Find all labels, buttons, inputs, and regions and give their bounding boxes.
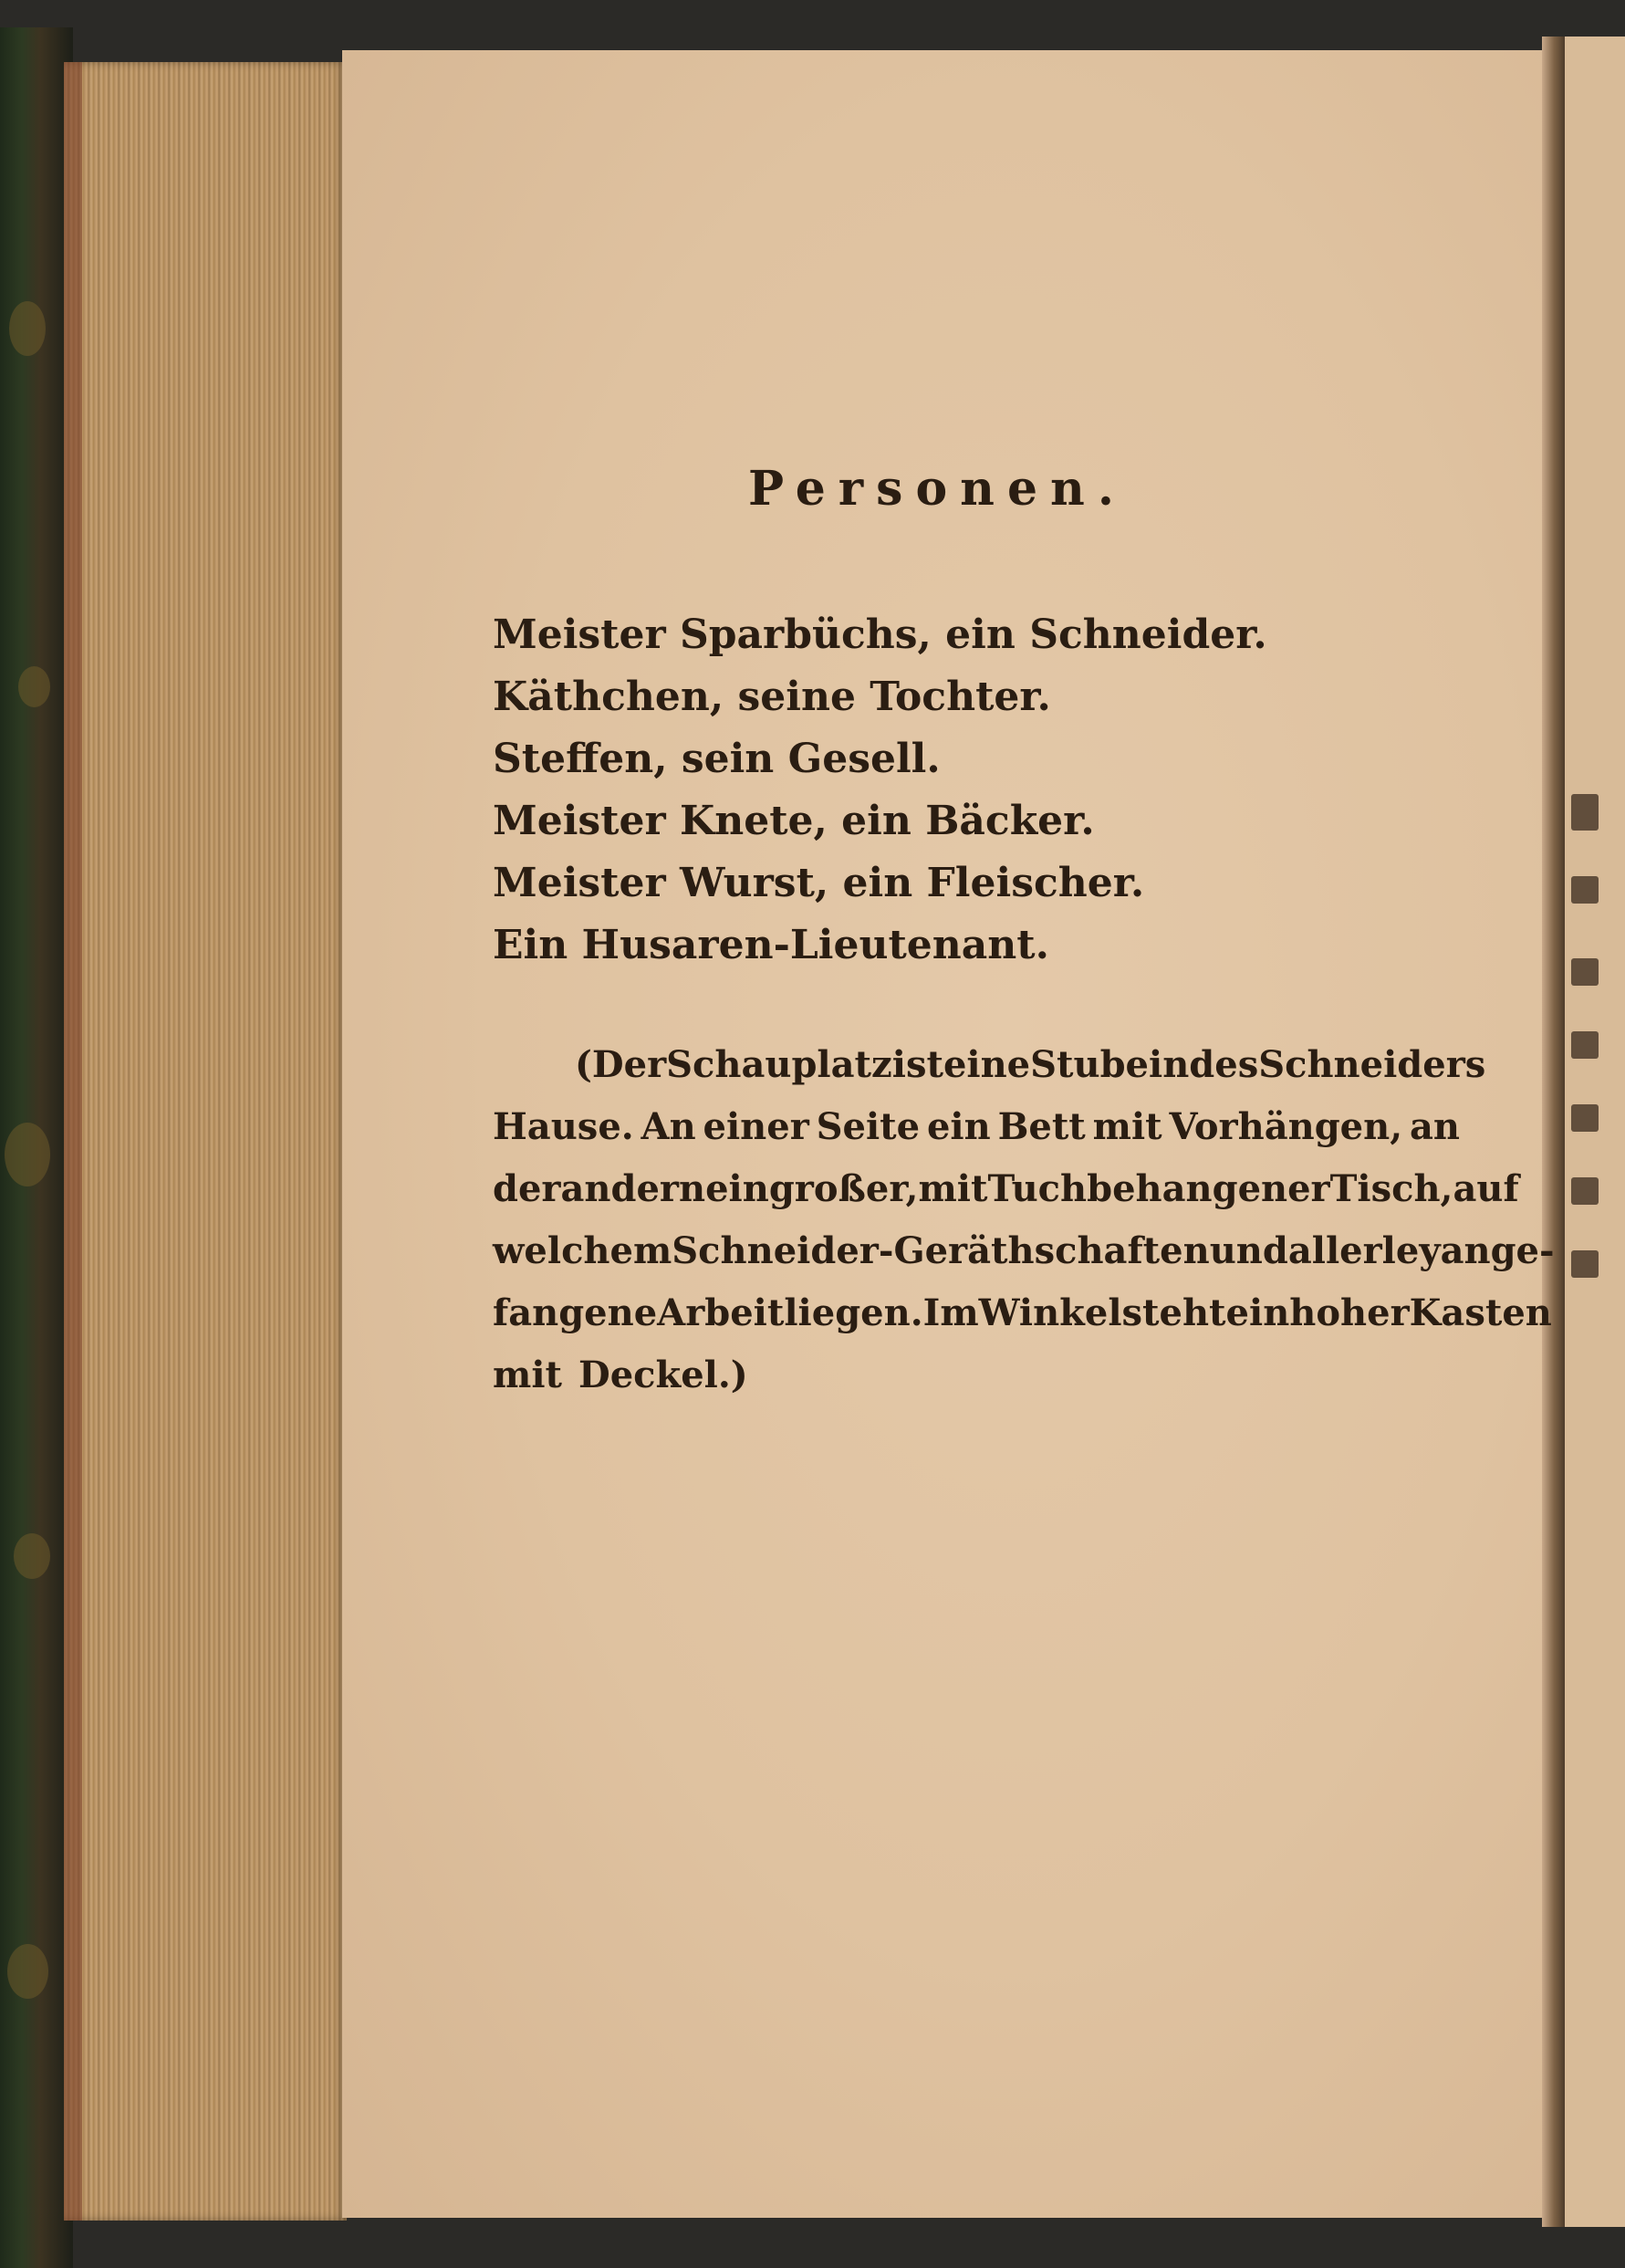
word: andern	[560, 1167, 706, 1210]
word: Deckel.)	[578, 1353, 748, 1396]
stage-direction	[493, 1034, 1555, 1406]
word: der	[493, 1167, 561, 1210]
word: mit	[918, 1167, 988, 1210]
word: ist	[891, 1043, 943, 1086]
word: eine	[943, 1043, 1031, 1086]
facing-page-glyph	[1571, 1177, 1599, 1205]
word: behangener	[1087, 1167, 1330, 1210]
word: Kasten	[1409, 1291, 1552, 1334]
word: einer	[703, 1105, 809, 1148]
word: Schneiders	[1258, 1043, 1486, 1086]
word: Vorhängen,	[1169, 1105, 1403, 1148]
word: mit	[1092, 1105, 1162, 1148]
word: Schneider-Geräthschaften	[672, 1229, 1210, 1272]
persona-line: Ein Husaren-Lieutenant.	[493, 922, 1049, 968]
word: (Der	[575, 1043, 667, 1086]
word: ein	[1225, 1291, 1290, 1334]
stage-direction-line	[493, 1282, 1552, 1344]
book-cover	[0, 27, 73, 2268]
word: welchem	[493, 1229, 672, 1272]
page-title: Personen.	[748, 461, 1127, 517]
persona-line: Meister Wurst, ein Fleischer.	[493, 860, 1145, 906]
word: Tisch,	[1329, 1167, 1453, 1210]
word: ein	[926, 1105, 991, 1148]
word: fangene	[493, 1291, 658, 1334]
stage-direction-line	[493, 1344, 1460, 1406]
word: Stube	[1030, 1043, 1150, 1086]
word: Arbeit	[657, 1291, 785, 1334]
stage-direction-line	[493, 1034, 1486, 1096]
dramatis-personae	[493, 604, 1505, 977]
word: und	[1209, 1229, 1288, 1272]
facing-page-glyph	[1571, 794, 1599, 831]
stage-direction-line	[493, 1158, 1519, 1220]
word: Bett	[997, 1105, 1086, 1148]
word: ein	[705, 1167, 769, 1210]
word: allerley	[1287, 1229, 1441, 1272]
word: Hause.	[493, 1105, 634, 1148]
facing-page-glyph	[1571, 1250, 1599, 1278]
word: mit	[493, 1353, 562, 1396]
facing-page-glyph	[1571, 876, 1599, 904]
stage-direction-line	[493, 1096, 1460, 1158]
stage-direction-line	[493, 1220, 1555, 1282]
word: großer,	[768, 1167, 919, 1210]
facing-page-glyph	[1571, 958, 1599, 986]
word: Im	[922, 1291, 979, 1334]
word: ange-	[1440, 1229, 1555, 1272]
page-edges	[64, 62, 347, 2221]
word: steht	[1121, 1291, 1226, 1334]
red-edge	[64, 62, 82, 2221]
persona-line: Käthchen, seine Tochter.	[493, 674, 1051, 720]
word: auf	[1453, 1167, 1519, 1210]
word: hoher	[1289, 1291, 1410, 1334]
word: Winkel	[978, 1291, 1122, 1334]
word: des	[1189, 1043, 1259, 1086]
word: Seite	[816, 1105, 921, 1148]
facing-page-glyph	[1571, 1104, 1599, 1132]
word: an	[1409, 1105, 1460, 1148]
persona-line: Steffen, sein Gesell.	[493, 736, 941, 782]
persona-line: Meister Knete, ein Bäcker.	[493, 798, 1095, 844]
facing-page-edge	[1565, 37, 1625, 2227]
facing-page-glyph	[1571, 1031, 1599, 1059]
word: in	[1149, 1043, 1190, 1086]
persona-line: Meister Sparbüchs, ein Schneider.	[493, 611, 1267, 658]
word: An	[641, 1105, 696, 1148]
word: Tuch	[987, 1167, 1088, 1210]
word: Schauplatz	[666, 1043, 892, 1086]
word: liegen.	[784, 1291, 923, 1334]
